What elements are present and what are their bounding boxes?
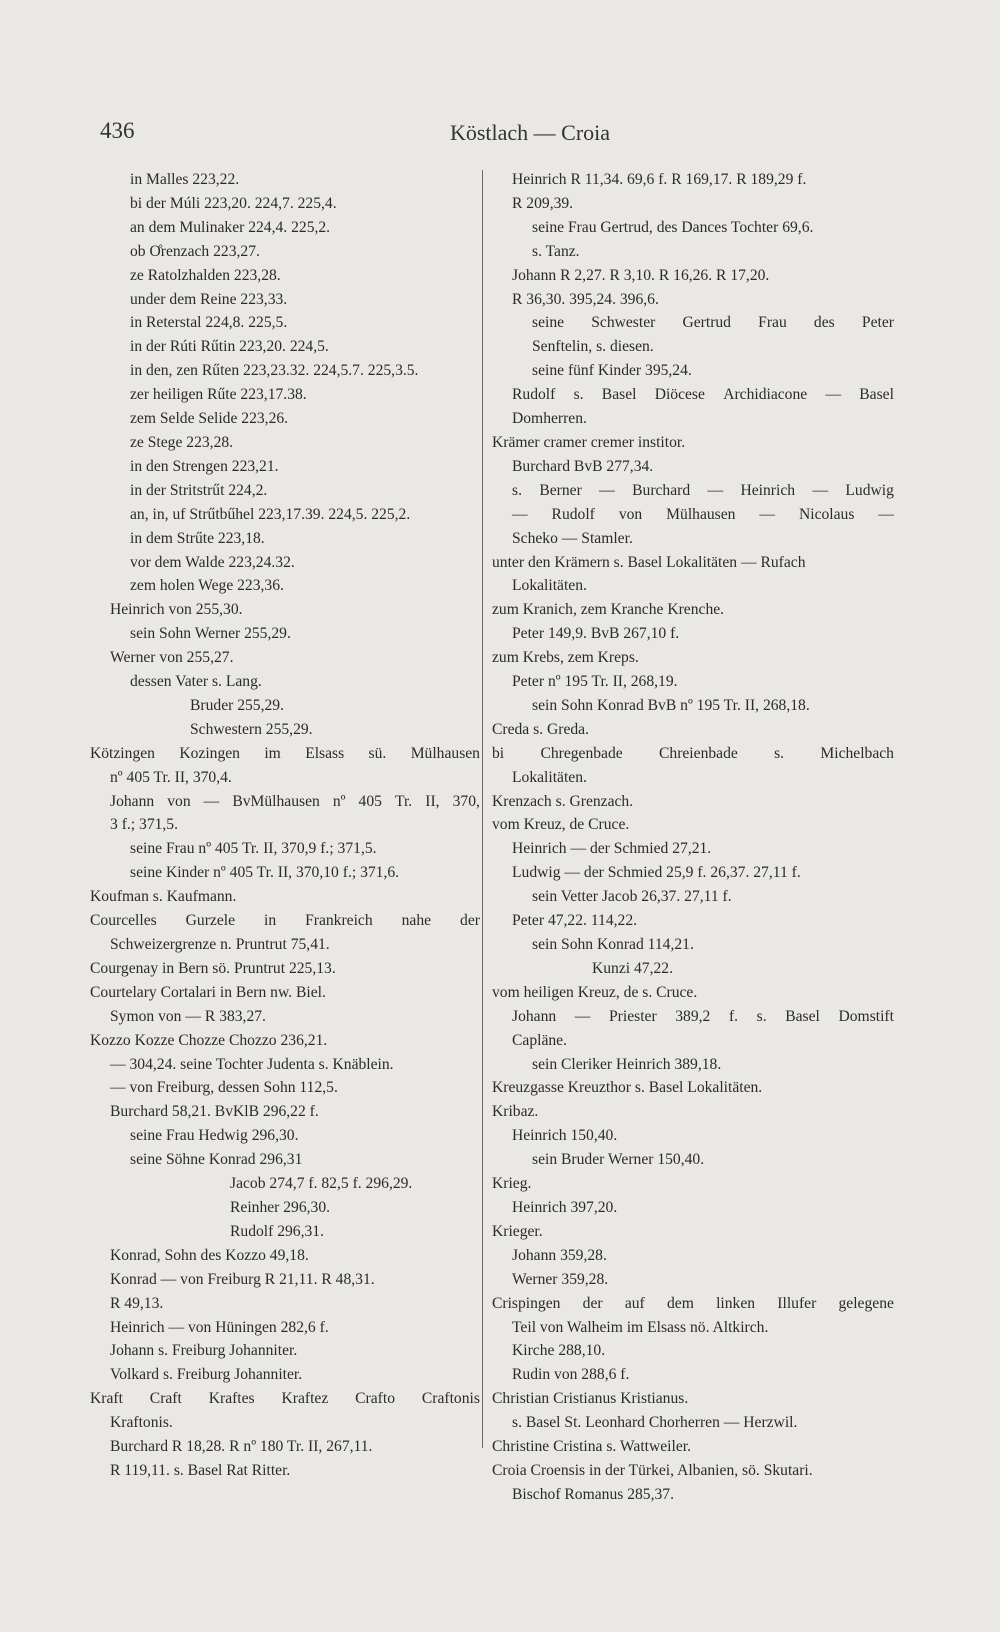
index-line: sein Sohn Konrad 114,21.: [532, 936, 694, 953]
index-line: Ludwig — der Schmied 25,9 f. 26,37. 27,11 f.: [512, 864, 801, 882]
index-line: Bischof Romanus 285,37.: [512, 1485, 674, 1503]
index-line: Peter 149,9. BvB 267,10 f.: [512, 625, 680, 643]
index-line: — von Freiburg, dessen Sohn 112,5.: [110, 1079, 338, 1097]
index-line: Creda s. Greda.: [492, 720, 589, 738]
index-line: Croia Croensis in der Türkei, Albanien, sö. Skutari.: [492, 1461, 813, 1479]
index-line: in Malles 223,22.: [130, 171, 240, 188]
index-line: Heinrich — von Hüningen 282,6 f.: [110, 1318, 329, 1336]
index-line: Heinrich 150,40.: [512, 1127, 618, 1145]
index-line: sein Cleriker Heinrich 389,18.: [532, 1055, 722, 1073]
index-line: Werner von 255,27.: [110, 649, 234, 667]
index-line: vor dem Walde 223,24.32.: [130, 553, 295, 571]
index-line: in Reterstal 224,8. 225,5.: [130, 314, 288, 332]
index-line: zem Selde Selide 223,26.: [130, 410, 289, 428]
index-line: in der Rúti Rűtin 223,20. 224,5.: [130, 338, 329, 356]
index-line: s. Basel St. Leonhard Chorherren — Herzwil.: [512, 1414, 798, 1432]
index-line: Peter 47,22. 114,22.: [512, 912, 638, 930]
index-line: Krieger.: [492, 1222, 543, 1240]
index-line: Rudolf 296,31.: [230, 1222, 324, 1240]
index-line: Werner 359,28.: [512, 1270, 609, 1288]
index-line: ob O̊renzach 223,27.: [130, 242, 260, 260]
index-line: Kraftonis.: [110, 1414, 173, 1432]
index-line: Krämer cramer cremer institor.: [492, 433, 686, 451]
page-header: [100, 110, 960, 150]
index-line: Rudolf s. Basel Diöcese Archidiacone — Basel: [512, 386, 894, 404]
index-line: Reinher 296,30.: [230, 1198, 331, 1216]
index-line: an, in, uf Strűtbűhel 223,17.39. 224,5. 225,2.: [130, 505, 411, 523]
index-line: Krieg.: [492, 1175, 532, 1193]
index-line: Symon von — R 383,27.: [110, 1007, 266, 1025]
index-line: R 49,13.: [110, 1294, 164, 1312]
index-line: Krenzach s. Grenzach.: [492, 792, 634, 810]
index-line: Capläne.: [512, 1031, 567, 1049]
index-line: dessen Vater s. Lang.: [130, 673, 262, 691]
index-line: Burchard BvB 277,34.: [512, 457, 654, 475]
index-line: bi Chregenbade Chreienbade s. Michelbach: [492, 744, 894, 762]
index-line: Kirche 288,10.: [512, 1342, 606, 1360]
index-line: Heinrich 397,20.: [512, 1198, 618, 1216]
index-line: sein Sohn Werner 255,29.: [130, 625, 291, 643]
index-line: Burchard R 18,28. R nº 180 Tr. II, 267,11.: [110, 1438, 373, 1456]
index-line: Schwestern 255,29.: [190, 720, 313, 738]
index-line: Johann von — BvMülhausen nº 405 Tr. II, 370,: [110, 792, 480, 810]
index-line: — 304,24. seine Tochter Judenta s. Knäblein.: [110, 1055, 394, 1073]
index-line: seine Söhne Konrad 296,31: [130, 1151, 303, 1169]
index-line: seine Schwester Gertrud Frau des Peter: [532, 314, 894, 332]
index-line: Scheko — Stamler.: [512, 529, 633, 547]
index-line: seine Kinder nº 405 Tr. II, 370,10 f.; 371,6.: [130, 864, 400, 882]
index-line: Courgenay in Bern sö. Pruntrut 225,13.: [90, 959, 336, 977]
index-line: Christian Cristianus Kristianus.: [492, 1390, 689, 1408]
index-line: — Rudolf von Mülhausen — Nicolaus —: [512, 505, 894, 523]
index-line: ze Ratolzhalden 223,28.: [130, 266, 281, 284]
index-line: s. Berner — Burchard — Heinrich — Ludwig: [512, 481, 894, 499]
index-line: zum Krebs, zem Kreps.: [492, 649, 639, 667]
index-line: in dem Strűte 223,18.: [130, 529, 265, 547]
index-line: sein Bruder Werner 150,40.: [532, 1151, 705, 1169]
index-line: Burchard 58,21. BvKlB 296,22 f.: [110, 1103, 319, 1121]
index-line: R 209,39.: [512, 194, 574, 212]
index-line: Lokalitäten.: [512, 768, 587, 786]
index-line: 3 f.; 371,5.: [110, 816, 179, 834]
index-line: Crispingen der auf dem linken Illufer gelegene: [492, 1294, 894, 1312]
index-line: zem holen Wege 223,36.: [130, 577, 284, 595]
index-line: Kribaz.: [492, 1103, 539, 1121]
index-line: vom heiligen Kreuz, de s. Cruce.: [492, 983, 698, 1001]
index-line: Volkard s. Freiburg Johanniter.: [110, 1366, 303, 1384]
index-line: Lokalitäten.: [512, 577, 587, 595]
index-line: zer heiligen Rűte 223,17.38.: [130, 386, 307, 404]
index-line: Schweizergrenze n. Pruntrut 75,41.: [110, 936, 330, 953]
index-line: Kötzingen Kozingen im Elsass sü. Mülhausen: [90, 744, 480, 762]
index-line: Koufman s. Kaufmann.: [90, 888, 237, 906]
index-line: sein Sohn Konrad BvB nº 195 Tr. II, 268,18.: [532, 696, 810, 714]
index-line: Senftelin, s. diesen.: [532, 338, 654, 356]
index-line: sein Vetter Jacob 26,37. 27,11 f.: [532, 888, 732, 906]
index-line: Johann — Priester 389,2 f. s. Basel Domstift: [512, 1007, 894, 1025]
left-column: [90, 168, 480, 1483]
index-line: Kozzo Kozze Chozze Chozzo 236,21.: [90, 1031, 328, 1049]
index-line: Johann s. Freiburg Johanniter.: [110, 1342, 298, 1360]
index-line: seine Frau nº 405 Tr. II, 370,9 f.; 371,5.: [130, 840, 377, 858]
index-line: Kreuzgasse Kreuzthor s. Basel Lokalitäten.: [492, 1079, 763, 1097]
index-line: nº 405 Tr. II, 370,4.: [110, 768, 232, 786]
index-line: s. Tanz.: [532, 242, 580, 260]
index-line: Heinrich von 255,30.: [110, 601, 243, 619]
index-line: seine fünf Kinder 395,24.: [532, 362, 692, 380]
running-title: Köstlach — Croia: [449, 120, 611, 145]
index-line: Kunzi 47,22.: [592, 959, 673, 977]
index-line: Johann R 2,27. R 3,10. R 16,26. R 17,20.: [512, 266, 770, 284]
column-divider: [482, 170, 483, 1448]
index-line: an dem Mulinaker 224,4. 225,2.: [130, 218, 331, 236]
index-line: R 119,11. s. Basel Rat Ritter.: [110, 1461, 291, 1479]
index-line: vom Kreuz, de Cruce.: [492, 816, 630, 834]
index-line: R 36,30. 395,24. 396,6.: [512, 290, 659, 308]
index-line: Johann 359,28.: [512, 1246, 607, 1264]
page-number: 436: [100, 118, 135, 143]
index-line: under dem Reine 223,33.: [130, 290, 288, 308]
index-line: Heinrich R 11,34. 69,6 f. R 169,17. R 189,29 f.: [512, 171, 807, 188]
index-line: Courcelles Gurzele in Frankreich nahe der: [90, 912, 480, 930]
index-line: in den Strengen 223,21.: [130, 457, 279, 475]
index-line: Kraft Craft Kraftes Kraftez Crafto Craftonis: [90, 1390, 480, 1408]
index-line: ze Stege 223,28.: [130, 433, 234, 451]
index-line: unter den Krämern s. Basel Lokalitäten — Rufach: [492, 553, 806, 571]
index-line: in der Stritstrűt 224,2.: [130, 481, 268, 499]
index-line: Bruder 255,29.: [190, 696, 284, 714]
index-line: Christine Cristina s. Wattweiler.: [492, 1438, 691, 1456]
index-line: Jacob 274,7 f. 82,5 f. 296,29.: [230, 1175, 413, 1193]
index-line: in den, zen Rűten 223,23.32. 224,5.7. 225,3.5.: [130, 362, 419, 380]
index-line: Peter nº 195 Tr. II, 268,19.: [512, 673, 678, 691]
index-line: Teil von Walheim im Elsass nö. Altkirch.: [512, 1318, 769, 1336]
index-line: Domherren.: [512, 410, 587, 428]
index-line: bi der Múli 223,20. 224,7. 225,4.: [130, 194, 337, 212]
index-line: Konrad — von Freiburg R 21,11. R 48,31.: [110, 1270, 375, 1288]
index-line: Heinrich — der Schmied 27,21.: [512, 840, 712, 858]
index-line: seine Frau Hedwig 296,30.: [130, 1127, 299, 1145]
index-line: zum Kranich, zem Kranche Krenche.: [492, 601, 725, 619]
index-line: Konrad, Sohn des Kozzo 49,18.: [110, 1246, 309, 1264]
index-line: Courtelary Cortalari in Bern nw. Biel.: [90, 983, 326, 1001]
index-line: seine Frau Gertrud, des Dances Tochter 69,6.: [532, 218, 814, 236]
index-line: Rudin von 288,6 f.: [512, 1366, 630, 1384]
right-column: [492, 168, 894, 1507]
